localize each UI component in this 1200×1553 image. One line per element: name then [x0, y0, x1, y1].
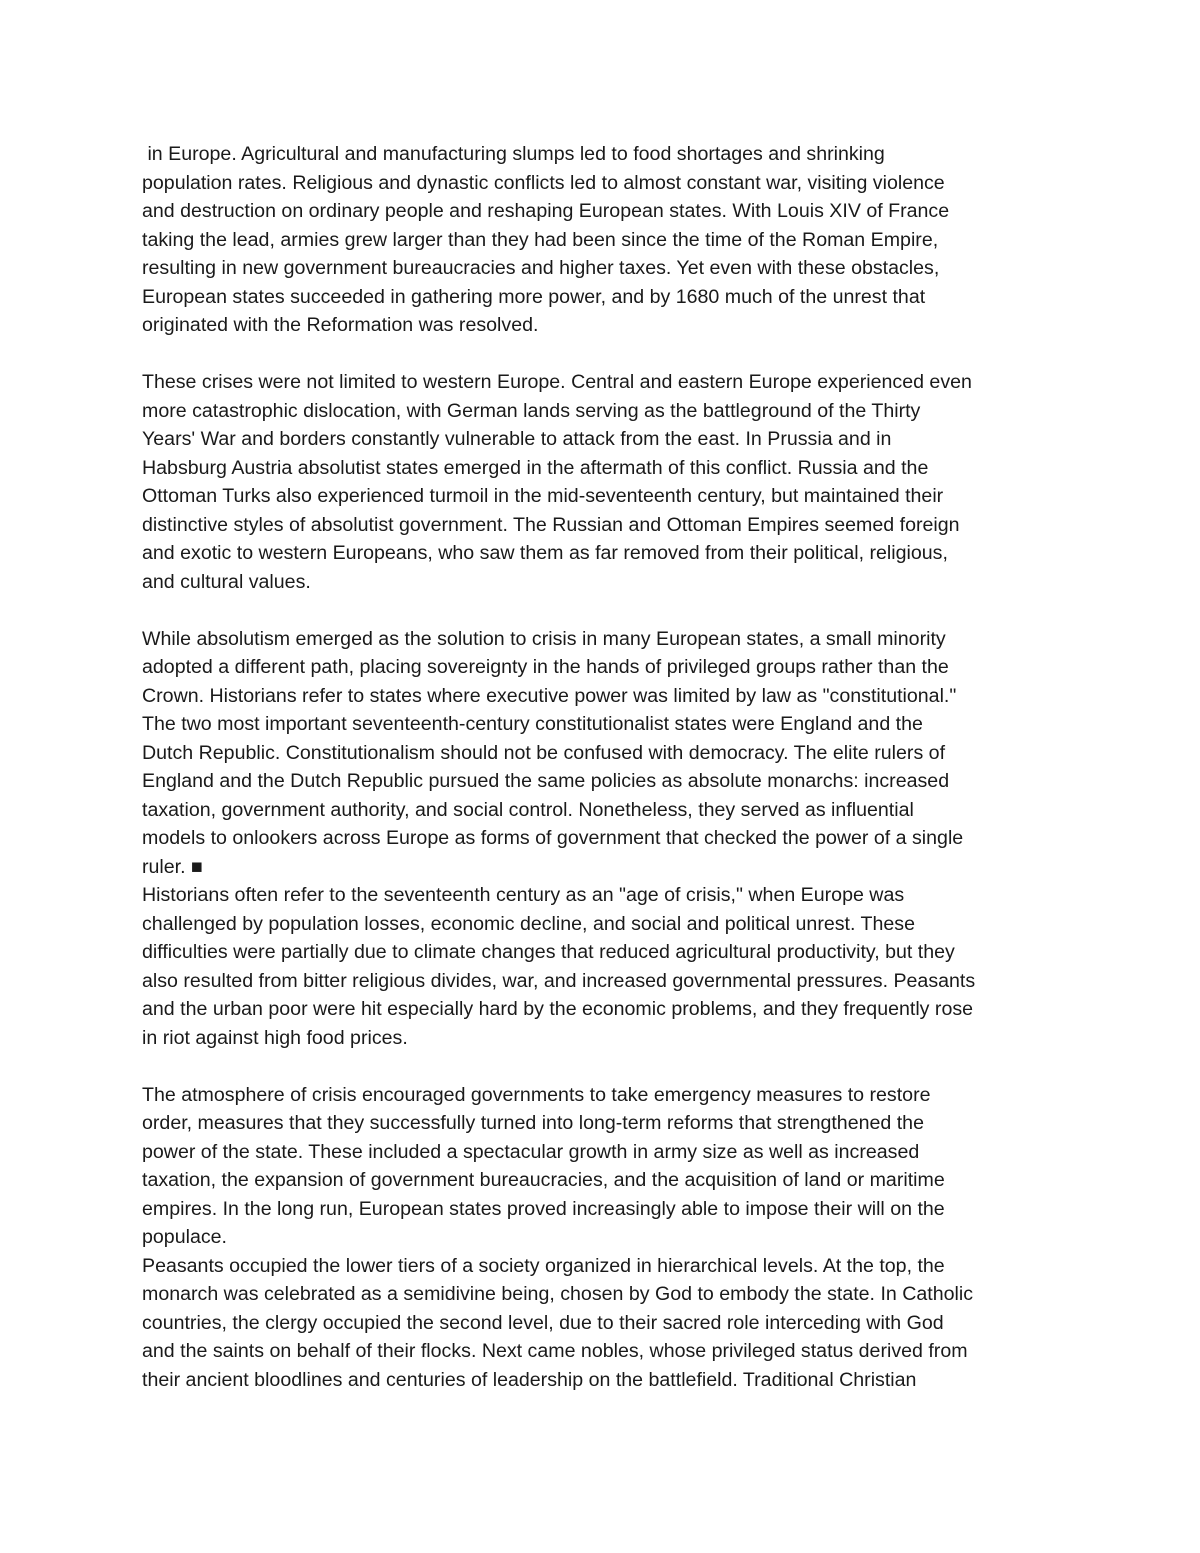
text-line: difficulties were partially due to climate changes that reduced agricultural productivity, but they — [142, 941, 955, 963]
paragraph-4 — [142, 1081, 1072, 1395]
text-line: Crown. Historians refer to states where executive power was limited by law as "constitutional." — [142, 684, 957, 707]
text-line: and exotic to western Europeans, who saw them as far removed from their political, religious, — [142, 542, 948, 564]
text-line: Ottoman Turks also experienced turmoil in the mid-seventeenth century, but maintained their — [142, 485, 944, 507]
text-line: Years' War and borders constantly vulnerable to attack from the east. In Prussia and in — [142, 428, 892, 450]
paragraph-gap — [142, 1052, 1072, 1081]
text-line: The two most important seventeenth-century constitutionalist states were England and the — [142, 713, 923, 735]
text-line: taxation, government authority, and social control. Nonetheless, they served as influential — [142, 798, 914, 821]
text-line: These crises were not limited to western Europe. Central and eastern Europe experienced even — [142, 371, 972, 393]
text-line: more catastrophic dislocation, with German lands serving as the battleground of the Thirty — [142, 399, 921, 422]
text-line: populace. — [142, 1226, 227, 1248]
text-line: European states succeeded in gathering more power, and by 1680 much of the unrest that — [142, 285, 926, 308]
text-line: empires. In the long run, European states proved increasingly able to impose their will on the — [142, 1197, 945, 1220]
text-line: challenged by population losses, economic decline, and social and political unrest. These — [142, 912, 915, 935]
text-line: population rates. Religious and dynastic conflicts led to almost constant war, visiting violence — [142, 171, 945, 194]
text-line: While absolutism emerged as the solution to crisis in many European states, a small minority — [142, 627, 946, 650]
text-line: ruler. ■ — [142, 855, 203, 878]
text-line: order, measures that they successfully turned into long-term reforms that strengthened the — [142, 1112, 924, 1134]
text-line: in riot against high food prices. — [142, 1026, 408, 1049]
text-line: models to onlookers across Europe as forms of government that checked the power of a single — [142, 827, 964, 849]
paragraph-1 — [142, 140, 1072, 340]
text-line: countries, the clergy occupied the second level, due to their sacred role interceding with God — [142, 1311, 944, 1334]
text-line: power of the state. These included a spectacular growth in army size as well as increased — [142, 1140, 920, 1163]
text-line: taking the lead, armies grew larger than they had been since the time of the Roman Empire, — [142, 228, 939, 251]
text-line: The atmosphere of crisis encouraged governments to take emergency measures to restore — [142, 1083, 931, 1106]
text-line: Historians often refer to the seventeenth century as an "age of crisis," when Europe was — [142, 884, 905, 906]
text-line: taxation, the expansion of government bureaucracies, and the acquisition of land or maritime — [142, 1169, 945, 1191]
text-line: also resulted from bitter religious divides, war, and increased governmental pressures. Peasants — [142, 969, 976, 992]
text-line: in Europe. Agricultural and manufacturing slumps led to food shortages and shrinking — [142, 143, 885, 165]
paragraph-gap — [142, 596, 1072, 625]
text-line: and cultural values. — [142, 570, 311, 593]
paragraph-gap — [142, 340, 1072, 369]
text-line: Peasants occupied the lower tiers of a society organized in hierarchical levels. At the top, the — [142, 1254, 945, 1277]
text-line: resulting in new government bureaucracies and higher taxes. Yet even with these obstacles, — [142, 257, 940, 279]
text-line: and the saints on behalf of their flocks. Next came nobles, whose privileged status derived from — [142, 1340, 968, 1362]
paragraph-3 — [142, 625, 1072, 1053]
text-line: Dutch Republic. Constitutionalism should not be confused with democracy. The elite rulers of — [142, 741, 946, 764]
text-line: monarch was celebrated as a semidivine being, chosen by God to embody the state. In Catholic — [142, 1283, 974, 1305]
text-line: distinctive styles of absolutist government. The Russian and Ottoman Empires seemed foreign — [142, 513, 960, 536]
text-line: England and the Dutch Republic pursued the same policies as absolute monarchs: increased — [142, 770, 950, 792]
text-line: adopted a different path, placing sovereignty in the hands of privileged groups rather than the — [142, 656, 949, 678]
text-line: their ancient bloodlines and centuries of leadership on the battlefield. Traditional Christian — [142, 1368, 917, 1391]
text-line: and destruction on ordinary people and reshaping European states. With Louis XIV of France — [142, 200, 950, 222]
document-body — [142, 140, 1072, 1394]
text-line: and the urban poor were hit especially hard by the economic problems, and they frequently rose — [142, 998, 974, 1020]
text-line: Habsburg Austria absolutist states emerged in the aftermath of this conflict. Russia and the — [142, 456, 929, 479]
paragraph-2 — [142, 368, 1072, 596]
text-line: originated with the Reformation was resolved. — [142, 314, 539, 336]
